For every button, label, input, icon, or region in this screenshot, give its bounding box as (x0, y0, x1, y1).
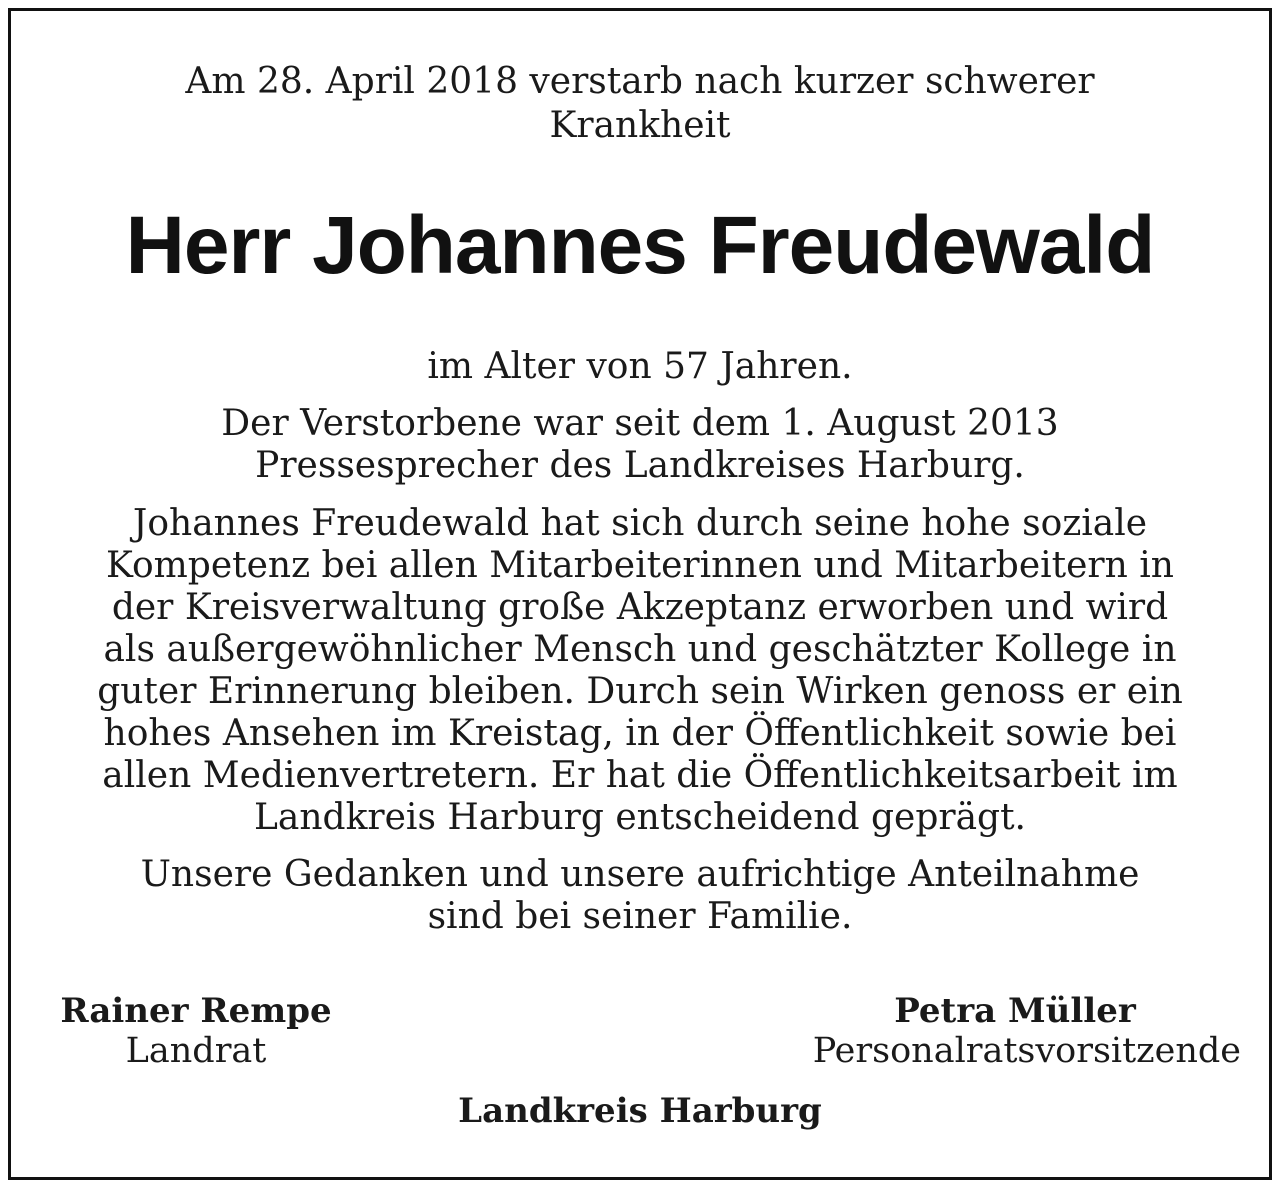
signatory-name: Rainer Rempe (60, 991, 332, 1031)
condolence-line-1: Unsere Gedanken und unsere aufrichtige Anteilnahme (140, 854, 1140, 895)
tribute-line-8: Landkreis Harburg entscheidend geprägt. (254, 797, 1026, 838)
tribute-line-4: als außergewöhnlicher Mensch und geschätzter Kollege in (103, 629, 1177, 670)
tribute-line-2: Kompetenz bei allen Mitarbeiterinnen und Mitarbeitern in (106, 545, 1174, 586)
role-line-1: Der Verstorbene war seit dem 1. August 2013 (221, 403, 1059, 444)
tribute-line-5: guter Erinnerung bleiben. Durch sein Wirken genoss er ein (97, 671, 1183, 712)
signatory-title: Personalratsvorsitzende (812, 1031, 1241, 1071)
age-line: im Alter von 57 Jahren. (427, 346, 853, 387)
role-line-2: Pressesprecher des Landkreises Harburg. (255, 445, 1025, 486)
condolence-line-2: sind bei seiner Familie. (427, 896, 853, 937)
signatory-right (741, 991, 1241, 1071)
signatory-name: Petra Müller (894, 991, 1136, 1031)
obituary-notice (8, 8, 1272, 1180)
organization-name: Landkreis Harburg (458, 1091, 822, 1131)
tribute-line-7: allen Medienvertretern. Er hat die Öffentlichkeitsarbeit im (102, 755, 1178, 796)
intro-line-2: Krankheit (549, 105, 731, 146)
tribute-line-3: der Kreisverwaltung große Akzeptanz erworben und wird (111, 587, 1169, 628)
intro-line-1: Am 28. April 2018 verstarb nach kurzer schwerer (185, 61, 1095, 102)
signatory-title: Landrat (125, 1031, 267, 1071)
tribute-line-1: Johannes Freudewald hat sich durch seine hohe soziale (132, 503, 1148, 544)
signatory-left (51, 991, 341, 1071)
deceased-name: Herr Johannes Freudewald (125, 200, 1155, 291)
tribute-line-6: hohes Ansehen im Kreistag, in der Öffentlichkeit sowie bei (103, 713, 1177, 754)
